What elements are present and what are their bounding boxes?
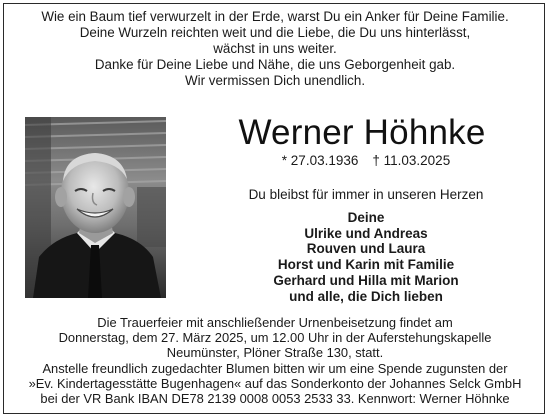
mourner-line: Horst und Karin mit Familie	[277, 257, 455, 273]
service-line: »Ev. Kindertagesstätte Bugenhagen« auf das Sonderkonto der Johannes Selck GmbH	[28, 375, 522, 391]
poem-line: Danke für Deine Liebe und Nähe, die uns Geborgenheit gab.	[94, 57, 456, 73]
service-line: bei der VR Bank IBAN DE78 2139 0008 0053 2533 33. Kennwort: Werner Höhnke	[40, 391, 510, 407]
portrait-photo	[25, 117, 166, 298]
poem-line: Wir vermissen Dich unendlich.	[184, 73, 366, 89]
poem-line: wächst in uns weiter.	[213, 41, 337, 57]
mourner-line: Gerhard und Hilla mit Marion	[273, 272, 459, 288]
deceased-name: Werner Höhnke	[238, 113, 486, 152]
service-details	[0, 315, 550, 406]
mourner-line: Rouven und Laura	[306, 241, 426, 257]
death-date: † 11.03.2025	[372, 153, 451, 168]
life-dates	[176, 153, 550, 169]
portrait-image	[25, 117, 166, 298]
mourner-line: und alle, die Dich lieben	[289, 288, 443, 304]
memorial-motto: Du bleibst für immer in unseren Herzen	[248, 187, 484, 202]
service-line: Donnerstag, dem 27. März 2025, um 12.00 Uhr in der Auferstehungskapelle	[58, 330, 492, 346]
birth-date: * 27.03.1936	[281, 153, 359, 168]
mourner-line: Ulrike und Andreas	[304, 225, 428, 241]
memorial-poem	[0, 9, 550, 89]
service-line: Neumünster, Plöner Straße 130, statt.	[166, 345, 384, 361]
service-line: Die Trauerfeier mit anschließender Urnenbeisetzung findet am	[97, 315, 453, 330]
poem-line: Wie ein Baum tief verwurzelt in der Erde, warst Du ein Anker für Deine Familie.	[41, 9, 509, 24]
poem-line: Deine Wurzeln reichten weit und die Liebe, die Du uns hinterlässt,	[79, 25, 471, 41]
service-line: Anstelle freundlich zugedachter Blumen bitten wir um eine Spende zugunsten der	[42, 360, 508, 376]
mourners-list	[176, 210, 550, 304]
mourner-line: Deine	[347, 210, 385, 225]
